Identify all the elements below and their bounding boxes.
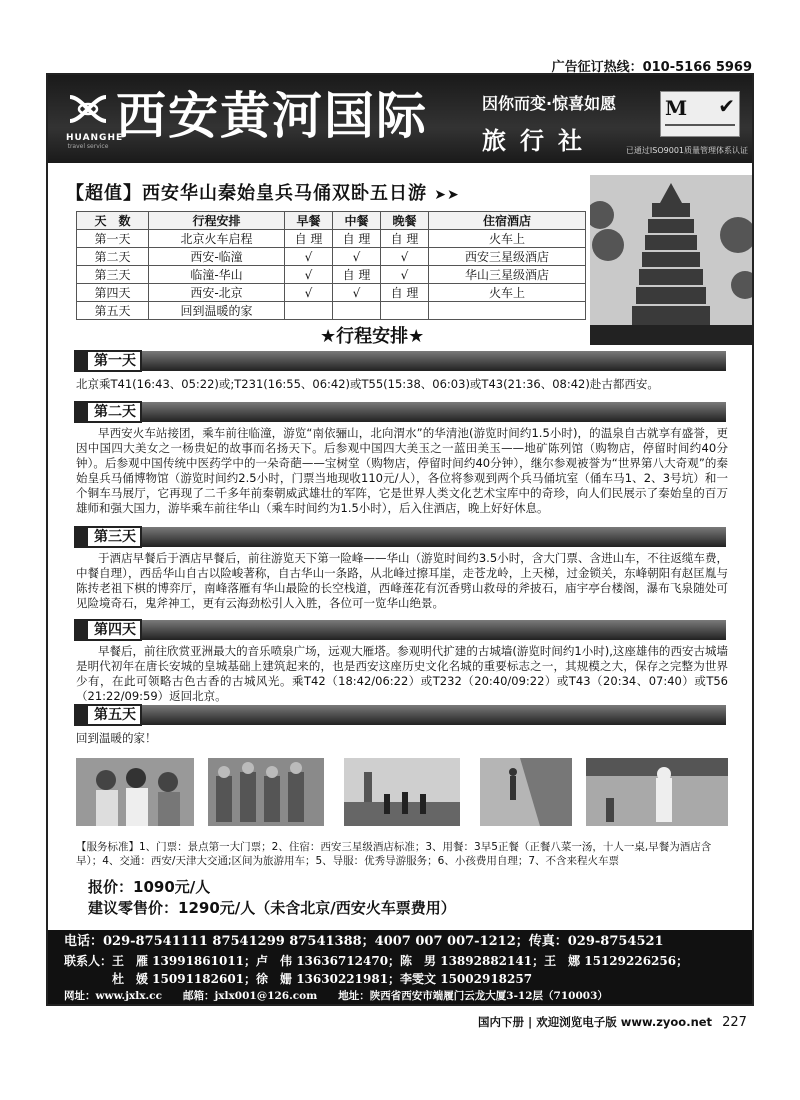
- day-5-label: 第五天: [74, 704, 142, 726]
- agency-slogan: 因你而变·惊喜如愿: [482, 94, 617, 113]
- photo-statues: [586, 758, 728, 826]
- schedule-row: [77, 266, 586, 284]
- day-1-bar: [74, 351, 726, 371]
- schedule-cell: √: [285, 248, 333, 266]
- schedule-row: [77, 302, 586, 320]
- service-standards: 【服务标准】1、门票：景点第一大门票；2、住宿：西安三星级酒店标准；3、用餐：3早5正餐（正餐八菜一汤，十人一桌,早餐为酒店含早）；4、交通：西安/天津大交通;区间为旅游用车；5、导服：优秀导游服务；6、小孩费用自理；7、不含来程火车票: [76, 841, 712, 867]
- knot-logo-icon: [66, 89, 110, 129]
- schedule-cell: 西安三星级酒店: [429, 248, 586, 266]
- day-4-bar: [74, 620, 726, 640]
- check-icon: ✔: [718, 94, 735, 118]
- cert-note: 已通过ISO9001质量管理体系认证: [625, 146, 748, 155]
- schedule-cell: [333, 302, 381, 320]
- pagoda-photo: [590, 175, 753, 345]
- schedule-cell: 火车上: [429, 230, 586, 248]
- tour-title: [66, 179, 460, 205]
- retail-value: 1290: [178, 899, 220, 917]
- cert-mark: M: [665, 96, 688, 120]
- tour-title-text: 【超值】西安华山秦始皇兵马俑双卧五日游: [66, 183, 427, 204]
- col-header-plan: 行程安排: [149, 212, 285, 230]
- pagoda-illustration: [590, 175, 753, 345]
- day-5-bar: [74, 705, 726, 725]
- cert-divider: [665, 124, 735, 126]
- agency-type: 旅行社: [482, 127, 596, 155]
- logo-text: HUANGHE: [66, 133, 124, 143]
- contact-block: [48, 930, 752, 1004]
- day-1-text: 北京乘T41(16:43、05:22)或;T231(16:55、06:42)或T55(15:38、06:03)或T43(21:36、08:42)赴古都西安。: [76, 377, 659, 391]
- ad-hotline: 广告征订热线：010-5166 5969: [551, 60, 752, 75]
- schedule-cell: 自 理: [381, 230, 429, 248]
- footer-text: 国内下册 | 欢迎浏览电子版 www.zyoo.net: [478, 1015, 713, 1029]
- schedule-cell: 北京火车启程: [149, 230, 285, 248]
- schedule-cell: √: [381, 248, 429, 266]
- schedule-cell: 自 理: [333, 230, 381, 248]
- schedule-cell: 自 理: [381, 284, 429, 302]
- schedule-cell: √: [285, 266, 333, 284]
- schedule-cell: 西安-北京: [149, 284, 285, 302]
- photo-huashan-cliff: [480, 758, 572, 826]
- photo-performers: [76, 758, 194, 826]
- day-2-bar: [74, 402, 726, 422]
- agency-brand-name: 西安黄河国际: [116, 86, 428, 145]
- schedule-cell: 回到温暖的家: [149, 302, 285, 320]
- schedule-cell: 临潼-华山: [149, 266, 285, 284]
- schedule-header-row: [77, 212, 586, 230]
- price-unit: 元/人: [174, 878, 211, 896]
- day-2-text: 早西安火车站接团，乘车前往临潼，游览“南依骊山，北向渭水”的华清池(游览时间约1.5小时)，的温泉自古就享有盛誉，更因中国四大美女之一杨贵妃的故事而名扬天下。后参观中国四大美玉之一蓝田美玉——地矿陈列馆（购物店，停留时间约40分钟）。后参观中国传统中医药学中的一朵奇葩——宝树堂（购物店，停留时间约40分钟），继尔参观被誉为“世界第八大奇观”的秦始皇兵马俑博物馆（游览时间约2.5小时，门票当地现收110元/人），各位将参观到两个兵马俑坑室（俑车马1、2、3号坑）和一个铜车马展厅，它再现了二千多年前秦朝威武雄壮的军阵，它是世界人类文化艺术宝库中的奇珍，向人们民展示了秦始皇的百万雄师和强大国力，游毕乘车前往华山（乘车时间约为1.5小时），后入住酒店，晚上好好休息。: [76, 426, 728, 515]
- arrow-icon: ➤➤: [434, 187, 460, 203]
- schedule-cell: 自 理: [285, 230, 333, 248]
- schedule-cell: √: [333, 284, 381, 302]
- agency-logo: [66, 89, 124, 150]
- contact-persons-2: 杜 媛 15091182601；徐 姗 13630221981；李雯文 15002918257: [64, 972, 533, 986]
- col-header-lunch: 中餐: [333, 212, 381, 230]
- day-4-text: 早餐后，前往欣赏亚洲最大的音乐喷泉广场，远观大雁塔。参观明代扩建的古城墙(游览时间约1小时),这座雄伟的西安古城墙是明代初年在唐长安城的皇城基础上建筑起来的，也是西安这座历史文化名城的重要标志之一，其规模之大，保存之完整为世界少有，在此可领略古色古香的古城风光。乘T42（18:42/06:22）或T232（20:40/09:22）或T43（20:34、07:40）或T56（21:22/09:59）返回北京。: [76, 644, 728, 703]
- schedule-table: [76, 211, 586, 320]
- day-3-text: 于酒店早餐后于酒店早餐后，前往游览天下第一险峰——华山（游览时间约3.5小时，含大门票、含进山车，不往返缆车费，中餐自理），西岳华山自古以险峻著称，自古华山一条路，从北峰过擦耳崖，走苍龙岭，上天梯，过金锁关，东峰朝阳有赵匡胤与陈抟老祖下棋的博弈厅，南峰落雁有华山最险的长空栈道，西峰莲花有沉香劈山救母的斧披石，庙宇亭台楼阁，瀑布飞泉随处可见险境奇石，鬼斧神工，更有云海劲松引人入胜，各位可一览华山绝景。: [76, 551, 728, 610]
- contact-persons-1: 联系人：王 雁 13991861011；卢 伟 13636712470；陈 男 13892882141；王 娜 15129226256；: [64, 954, 689, 968]
- schedule-cell: 第三天: [77, 266, 149, 284]
- price-line: [88, 876, 210, 897]
- schedule-cell: 华山三星级酒店: [429, 266, 586, 284]
- retail-unit: 元/人（未含北京/西安火车票费用）: [219, 899, 456, 917]
- day-3-bar: [74, 527, 726, 547]
- schedule-row: [77, 284, 586, 302]
- schedule-cell: 西安-临潼: [149, 248, 285, 266]
- schedule-row: [77, 230, 586, 248]
- schedule-cell: 自 理: [333, 266, 381, 284]
- contact-phone: 电话：029-87541111 87541299 87541388；4007 007 007-1212；传真：029-8754521: [64, 934, 664, 949]
- day-1-label: 第一天: [74, 350, 142, 372]
- price-value: 1090: [133, 878, 175, 896]
- day-3-label: 第三天: [74, 526, 142, 548]
- schedule-cell: [285, 302, 333, 320]
- schedule-cell: 第二天: [77, 248, 149, 266]
- day-2-label: 第二天: [74, 401, 142, 423]
- retail-label: 建议零售价：: [88, 899, 179, 917]
- schedule-cell: √: [333, 248, 381, 266]
- photo-terracotta: [208, 758, 324, 826]
- price-label: 报价：: [88, 878, 134, 896]
- schedule-cell: [429, 302, 586, 320]
- photo-city-wall: [344, 758, 460, 826]
- schedule-cell: √: [285, 284, 333, 302]
- schedule-cell: 第一天: [77, 230, 149, 248]
- schedule-cell: [381, 302, 429, 320]
- schedule-row: [77, 248, 586, 266]
- retail-price-line: [88, 897, 456, 918]
- schedule-cell: 第五天: [77, 302, 149, 320]
- iso-cert-badge: [660, 91, 740, 137]
- schedule-cell: √: [381, 266, 429, 284]
- page-footer: [478, 1014, 747, 1030]
- day-5-text: 回到温暖的家！: [76, 731, 157, 745]
- ad-frame: [46, 73, 754, 1006]
- itinerary-title: ★行程安排★: [320, 326, 425, 347]
- col-header-day: 天 数: [77, 212, 149, 230]
- col-header-dinner: 晚餐: [381, 212, 429, 230]
- col-header-hotel: 住宿酒店: [429, 212, 586, 230]
- contact-web-address: 网址：www.jxlx.cc 邮箱：jxlx001@126.com 地址：陕西省西安市端履门云龙大厦3-12层（710003）: [64, 990, 608, 1002]
- page-number: 227: [722, 1015, 747, 1030]
- schedule-cell: 第四天: [77, 284, 149, 302]
- logo-subtext: travel service: [67, 143, 109, 150]
- agency-header: [48, 75, 752, 163]
- col-header-breakfast: 早餐: [285, 212, 333, 230]
- schedule-cell: 火车上: [429, 284, 586, 302]
- day-4-label: 第四天: [74, 619, 142, 641]
